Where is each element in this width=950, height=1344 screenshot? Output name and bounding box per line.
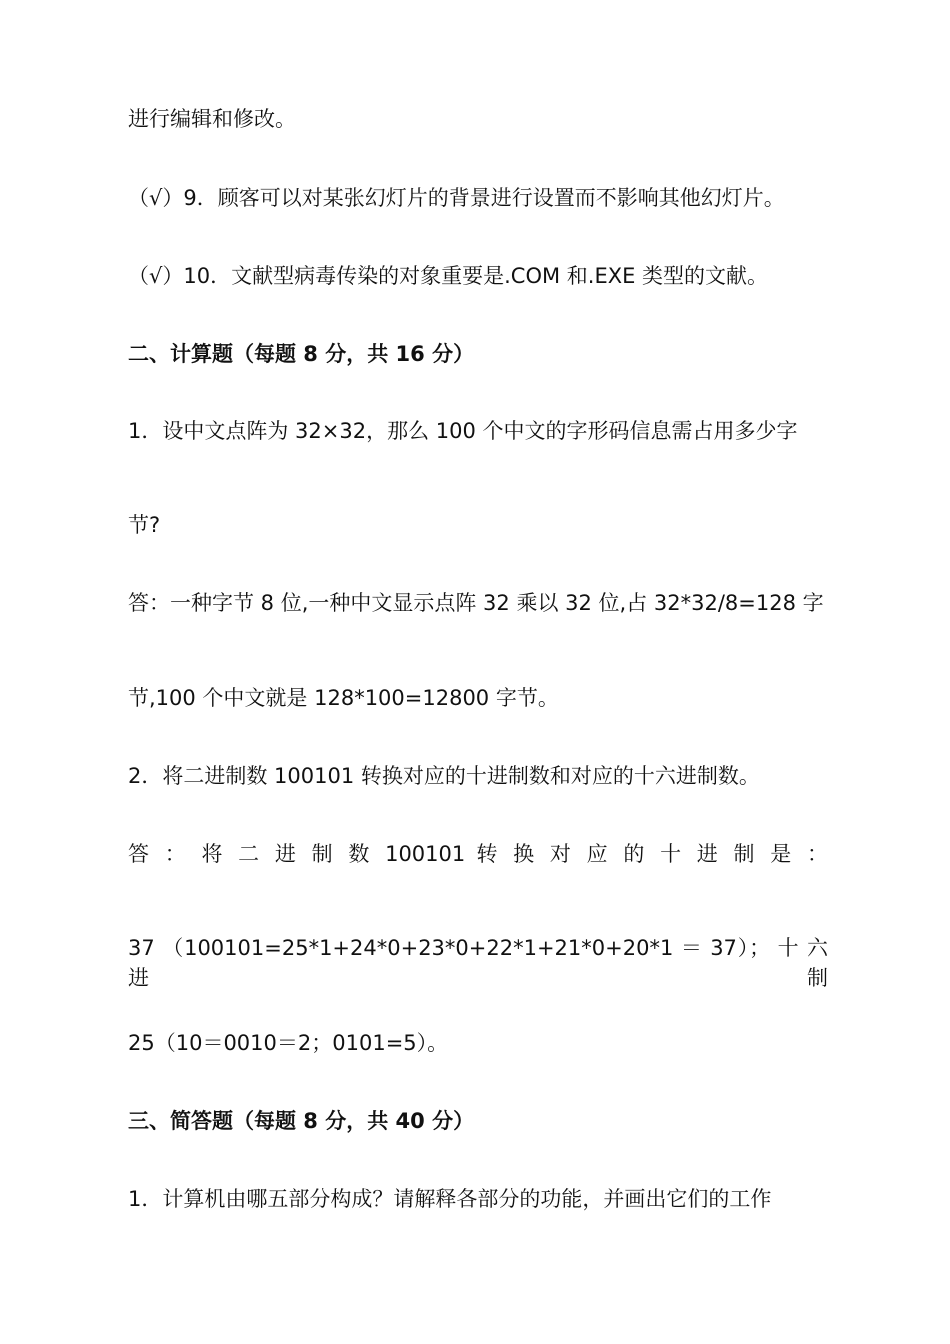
calc-answer-1-continued: 节,100 个中文就是 128*100=12800 字节。 xyxy=(128,686,559,710)
section-heading-short-answer: 三、简答题（每题 8 分，共 40 分） xyxy=(128,1109,475,1133)
calc-answer-2: 答 ： 将 二 进 制 数 100101 转 换 对 应 的 十 进 制 是 ： xyxy=(128,842,828,866)
calc-question-1-continued: 节? xyxy=(128,513,161,537)
calc-answer-2-hex: 25（10＝0010＝2；0101=5）。 xyxy=(128,1031,449,1055)
short-answer-question-1: 1．计算机由哪五部分构成？请解释各部分的功能，并画出它们的工作 xyxy=(128,1187,772,1211)
true-false-item-10: （√）10．文献型病毒传染的对象重要是.COM 和.EXE 类型的文献。 xyxy=(128,264,769,288)
text-line-continuation: 进行编辑和修改。 xyxy=(128,107,296,131)
calc-question-2: 2．将二进制数 100101 转换对应的十进制数和对应的十六进制数。 xyxy=(128,764,760,788)
calc-question-1: 1．设中文点阵为 32×32，那么 100 个中文的字形码信息需占用多少字 xyxy=(128,419,798,443)
section-heading-calculation: 二、计算题（每题 8 分，共 16 分） xyxy=(128,342,475,366)
calc-answer-1: 答：一种字节 8 位,一种中文显示点阵 32 乘以 32 位,占 32*32/8=128 字 xyxy=(128,591,824,615)
true-false-item-9: （√）9．顾客可以对某张幻灯片的背景进行设置而不影响其他幻灯片。 xyxy=(128,186,785,210)
calc-answer-2-formula: 37 （100101=25*1+24*0+23*0+22*1+21*0+20*1 ＝ 37）； 十 六 进 制 xyxy=(128,936,828,990)
